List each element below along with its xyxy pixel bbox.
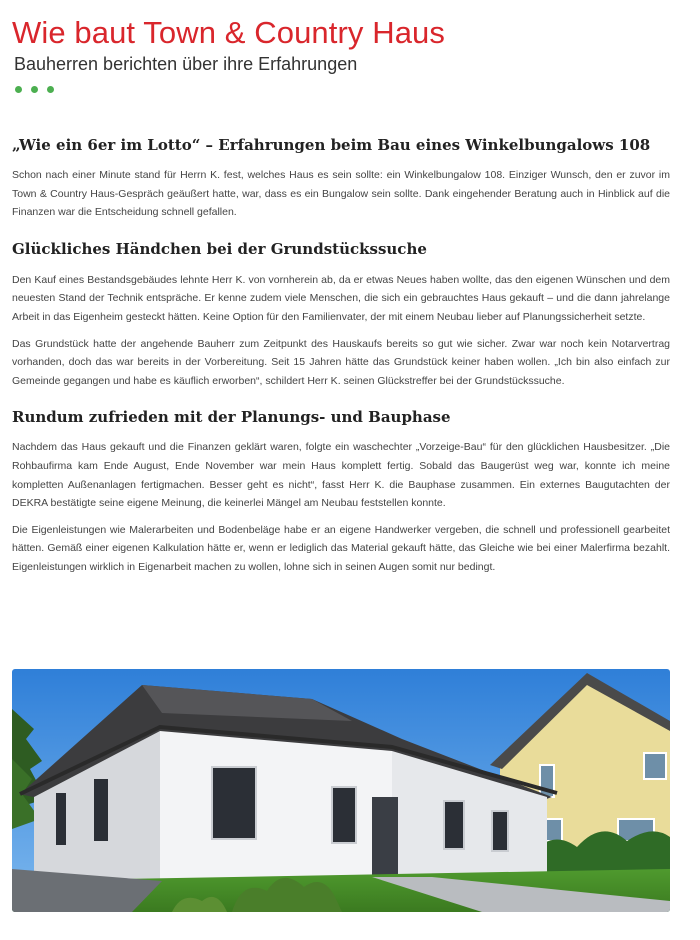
- article-page: [12, 0, 670, 577]
- dot-icon: [15, 86, 22, 93]
- bungalow-photo: [12, 669, 670, 912]
- page-title: Wie baut Town & Country Haus: [12, 15, 445, 50]
- decorative-dots: [15, 86, 670, 93]
- section-heading-lotto: „Wie ein 6er im Lotto“ – Erfahrungen beim Bau eines Winkelbungalows 108: [12, 136, 651, 154]
- dot-icon: [47, 86, 54, 93]
- section-heading-bauphase: Rundum zufrieden mit der Planungs- und Bauphase: [12, 408, 451, 427]
- section-paragraph: Schon nach einer Minute stand für Herrn K. fest, welches Haus es sein sollte: ein Winkelbungalow 108. Einziger Wunsch, den er zuvor im Town & Country Haus-Gespräch geäußert hatte, war, dass es ein Bungalow sein sollte. Dank eingehender Beratung auch in Hinblick auf die Finanzen war die Entscheidung schnell gefallen.: [12, 169, 670, 219]
- page-subtitle: Bauherren berichten über ihre Erfahrungen: [14, 54, 358, 74]
- section-paragraph: Nachdem das Haus gekauft und die Finanzen geklärt waren, folgte ein waschechter „Vorzeige-Bau“ für den glücklichen Hausbesitzer. „Die Rohbaufirma kam Ende August, Ende November war mein Haus komplett fertig. Sobald das Baugerüst weg war, konnte ich meine kompletten Außenanlagen fertigmachen. Besser geht es nicht“, fasst Herr K. die Bauphase zusammen. Ein externes Baugutachten der DEKRA bestätigte seine eigene Meinung, die keinerlei Mängel am Neubau feststellen konnte.: [12, 441, 670, 510]
- dot-icon: [31, 86, 38, 93]
- section-heading-grundstueck: Glückliches Händchen bei der Grundstückssuche: [12, 239, 427, 258]
- section-paragraph: Den Kauf eines Bestandsgebäudes lehnte Herr K. von vornherein ab, da er etwas Neues haben wollte, das den eigenen Wünschen und dem neuesten Stand der Technik entspräche. Er kenne zudem viele Menschen, die sich ein gebrauchtes Haus gekauft – und die dann jahrelange Arbeit in das Eigenheim gesteckt hätten. Keine Option für den Familienvater, der mit einem Neubau lieber auf Planungssicherheit setzte.: [12, 273, 670, 323]
- section-paragraph: Die Eigenleistungen wie Malerarbeiten und Bodenbeläge habe er an eigene Handwerker vergeben, die schnell und professionell gearbeitet hätten. Gemäß einer eigenen Kalkulation hätte er, wenn er lediglich das Material gekauft hätte, das Gleiche wie bei einer Malerfirma bezahlt. Eigenleistungen wirklich in Eigenarbeit machen zu wollen, lohne sich in seinen Augen somit nur bedingt.: [12, 523, 670, 573]
- section-paragraph: Das Grundstück hatte der angehende Bauherr zum Zeitpunkt des Hauskaufs bereits so gut wie sicher. Zwar war noch kein Notarvertrag vorhanden, doch das war bereits in der Vorbereitung. Seit 15 Jahren hätte das Grundstück keiner haben wollen. „Ich bin also einfach zur Gemeinde gegangen und habe es käuflich erworben“, schildert Herr K. seinen Glückstreffer bei der Grundstückssuche.: [12, 337, 670, 387]
